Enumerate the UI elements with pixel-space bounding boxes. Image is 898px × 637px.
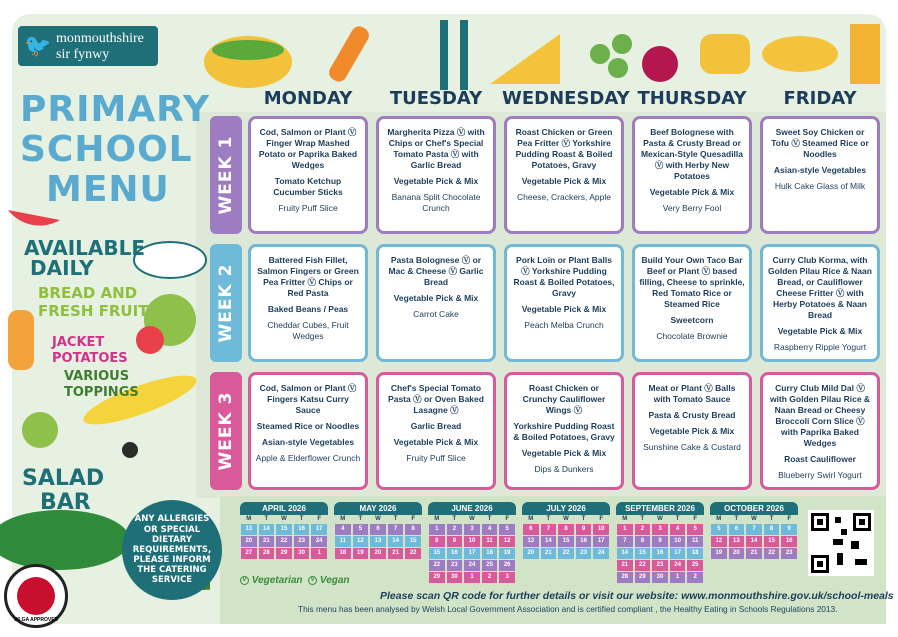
calendar-weekdays xyxy=(428,515,516,523)
calendar-month xyxy=(522,502,610,586)
menu-item-sides: Asian-style Vegetables xyxy=(773,165,867,176)
strawberry-illustration xyxy=(136,326,164,354)
calendar-month-title: JULY 2026 xyxy=(522,502,610,515)
calendar-day: 23 xyxy=(447,560,463,571)
calendar-day: 12 xyxy=(353,536,369,547)
calendar-month xyxy=(240,502,328,586)
weekday-label: T xyxy=(734,516,739,522)
calendar-week-row xyxy=(428,524,516,535)
beetroot-illustration xyxy=(642,46,678,82)
calendar-week-row xyxy=(710,524,798,535)
calendar-month-title: MAY 2026 xyxy=(334,502,422,515)
calendar-day: 9 xyxy=(447,536,463,547)
calendar-day: 21 xyxy=(259,536,275,547)
calendar-day: 15 xyxy=(635,548,651,559)
day-thursday: THURSDAY xyxy=(637,88,747,109)
calendar-week-row xyxy=(428,572,516,583)
calendar-day: 24 xyxy=(670,560,686,571)
calendar-day: 11 xyxy=(687,536,703,547)
weekday-label: M xyxy=(434,516,440,522)
salad-bowl-illustration xyxy=(0,510,130,570)
calendar-day: 23 xyxy=(652,560,668,571)
weekday-label: W xyxy=(469,516,475,522)
calendar-day: 23 xyxy=(781,548,797,559)
calendar-day: 13 xyxy=(523,536,539,547)
weekday-label: W xyxy=(281,516,287,522)
calendar-day: 5 xyxy=(353,524,369,535)
title-menu: MENU xyxy=(46,169,170,210)
menu-item-main: Curry Club Korma, with Golden Pilau Rice & Naan Bread, or Cauliflower Cheese Fritter Ⓥ with Herby Potatoes & Naan Bread xyxy=(768,255,872,321)
menu-item-main: Roast Chicken or Crunchy Cauliflower Wings Ⓥ xyxy=(522,383,606,416)
weekday-label: T xyxy=(487,516,492,522)
calendar-day: 13 xyxy=(370,536,386,547)
calendar-day: 22 xyxy=(635,560,651,571)
calendar-day: 6 xyxy=(370,524,386,535)
shield-bird-icon: 🐦 xyxy=(24,33,52,58)
weekday-label: W xyxy=(375,516,381,522)
calendar-day: 8 xyxy=(405,524,421,535)
menu-item-dessert: Cheese, Crackers, Apple xyxy=(516,192,612,203)
menu-item-main: Pork Loin or Plant Balls Ⓥ Yorkshire Pudding Roast & Boiled Potatoes, Gravy xyxy=(513,255,615,299)
calendar-weekdays xyxy=(240,515,328,523)
calendar-day: 25 xyxy=(687,560,703,571)
vegetarian-icon: V xyxy=(240,576,249,585)
calendar-day: 19 xyxy=(499,548,515,559)
menu-item-main: Build Your Own Taco Bar Beef or Plant Ⓥ based filling, Cheese to sprinkle, Red Tomato Rice or Steamed Rice xyxy=(639,255,745,310)
calendar-week-row xyxy=(428,536,516,547)
calendar-day: 24 xyxy=(311,536,327,547)
calendar-day: 22 xyxy=(276,536,292,547)
menu-item-dessert: Raspberry Ripple Yogurt xyxy=(773,342,867,353)
calendar-month-title: JUNE 2026 xyxy=(428,502,516,515)
calendar-day: 2 xyxy=(687,572,703,583)
calendar-day: 10 xyxy=(593,524,609,535)
weekday-label: T xyxy=(299,516,304,522)
calendar-day: 22 xyxy=(429,560,445,571)
calendar-day: 30 xyxy=(652,572,668,583)
menu-item-sides: Steamed Rice or Noodles xyxy=(256,421,360,432)
day-wednesday: WEDNESDAY xyxy=(502,88,630,109)
calendar-day: 1 xyxy=(429,524,445,535)
calendar-day: 21 xyxy=(541,548,557,559)
calendar-day: 8 xyxy=(558,524,574,535)
menu-item-dessert: Banana Split Chocolate Crunch xyxy=(391,192,481,214)
menu-item-main: Beef Bolognese with Pasta & Crusty Bread or Mexican-Style Quesadilla Ⓥ with Herby New Potatoes xyxy=(640,127,744,182)
calendar-day: 5 xyxy=(711,524,727,535)
menu-cell-week2-day2 xyxy=(376,244,496,362)
calendar-day: 26 xyxy=(499,560,515,571)
calendar-day: 16 xyxy=(447,548,463,559)
day-monday: MONDAY xyxy=(263,88,353,109)
calendar-day: 20 xyxy=(729,548,745,559)
menu-item-dessert: Chocolate Brownie xyxy=(656,331,728,342)
menu-item-sides: Tomato Ketchup Cucumber Sticks xyxy=(273,176,343,198)
wlga-badge: WLGA APPROVED xyxy=(4,564,68,628)
potatoes-label: POTATOES xyxy=(52,351,128,366)
calendar-day: 1 xyxy=(464,572,480,583)
menu-item-sides: Vegetable Pick & Mix xyxy=(521,176,607,187)
knife-illustration xyxy=(460,20,468,90)
fruit-label: FRESH FRUIT xyxy=(38,302,149,320)
calendar-month-title: OCTOBER 2026 xyxy=(710,502,798,515)
calendar-day: 29 xyxy=(429,572,445,583)
peas-illustration xyxy=(590,44,610,64)
menu-cell-week3-day4 xyxy=(632,372,752,490)
pepper-illustration xyxy=(8,310,34,370)
calendar-day: 18 xyxy=(482,548,498,559)
weekday-label: W xyxy=(657,516,663,522)
weekday-label: F xyxy=(317,516,321,522)
weekday-label: W xyxy=(751,516,757,522)
title-primary: PRIMARY xyxy=(20,89,211,130)
allergy-notice: ANY ALLERGIES OR SPECIAL DIETARY REQUIREMENTS, PLEASE INFORM THE CATERING SERVICE xyxy=(122,500,222,600)
calendar-week-row xyxy=(616,572,704,583)
calendar-day: 2 xyxy=(482,572,498,583)
menu-item-main: Curry Club Mild Dal Ⓥ with Golden Pilau Rice & Naan Bread or Cheesy Broccoli Corn Slice Ⓥ with Paprika Baked Wedges xyxy=(769,383,871,449)
weekday-label: T xyxy=(581,516,586,522)
fish-illustration xyxy=(762,36,838,72)
toppings-label: TOPPINGS xyxy=(64,385,139,400)
diet-legend: V Vegetarian V Vegan xyxy=(240,575,350,586)
calendar-month xyxy=(710,502,798,586)
calendar-weekdays xyxy=(522,515,610,523)
menu-item-main: Roast Chicken or Green Pea Fritter Ⓥ Yorkshire Pudding Roast & Boiled Potatoes, Gravy xyxy=(515,127,613,171)
calendar-day: 6 xyxy=(523,524,539,535)
calendar-day: 10 xyxy=(464,536,480,547)
calendar-week-row xyxy=(334,536,422,547)
calendar-day: 28 xyxy=(617,572,633,583)
pear-illustration xyxy=(22,412,58,448)
calendar-day: 9 xyxy=(576,524,592,535)
calendar-day: 20 xyxy=(523,548,539,559)
calendar-day: 15 xyxy=(429,548,445,559)
calendar-day: 8 xyxy=(764,524,780,535)
calendar-day: 17 xyxy=(464,548,480,559)
calendar-day: 23 xyxy=(294,536,310,547)
calendar-day: 1 xyxy=(311,548,327,559)
menu-item-main: Margherita Pizza Ⓥ with Chips or Chef's Special Tomato Pasta Ⓥ with Garlic Bread xyxy=(387,127,485,171)
calendar-day: 18 xyxy=(687,548,703,559)
menu-item-main: Pasta Bolognese Ⓥ or Mac & Cheese Ⓥ Garlic Bread xyxy=(388,255,484,288)
calendar-week-row xyxy=(428,560,516,571)
menu-item-dessert: Fruity Puff Slice xyxy=(406,453,466,464)
menu-cell-week2-day1 xyxy=(248,244,368,362)
calendar-day: 15 xyxy=(764,536,780,547)
carrot-illustration xyxy=(326,24,372,85)
menu-item-sides: Roast Cauliflower xyxy=(784,454,856,465)
qr-instruction: Please scan QR code for further details or visit our website: www.monmouthshire.gov.uk/school-meals xyxy=(380,590,894,602)
menu-item-dessert: Sunshine Cake & Custard xyxy=(643,442,741,453)
menu-cell-week1-day2 xyxy=(376,116,496,234)
menu-item-dessert: Dips & Dunkers xyxy=(534,464,594,475)
cheese-illustration xyxy=(490,34,560,84)
calendar-day: 17 xyxy=(593,536,609,547)
calendar-day: 14 xyxy=(541,536,557,547)
menu-cell-week1-day1 xyxy=(248,116,368,234)
calendar-month xyxy=(334,502,422,586)
calendar-day: 8 xyxy=(635,536,651,547)
compliance-note: This menu has been analysed by Welsh Local Government Association and is certified compliant , the Healthy Eating in Schools Regulations 2013. xyxy=(298,604,838,614)
weekday-label: M xyxy=(622,516,628,522)
weekday-label: M xyxy=(340,516,346,522)
menu-item-sides: Vegetable Pick & Mix xyxy=(649,187,735,198)
calendar-day: 15 xyxy=(558,536,574,547)
calendar-day: 7 xyxy=(541,524,557,535)
calendar-day: 22 xyxy=(405,548,421,559)
menu-item-dessert: Cheddar Cubes, Fruit Wedges xyxy=(267,320,349,342)
weekday-label: T xyxy=(452,516,457,522)
menu-item-sides: Garlic Bread xyxy=(410,421,462,432)
logo-line-1: monmouthshire xyxy=(56,31,144,46)
menu-cell-week3-day3 xyxy=(504,372,624,490)
various-label: VARIOUS xyxy=(64,369,130,384)
title-school: SCHOOL xyxy=(20,129,193,170)
calendar-day: 6 xyxy=(729,524,745,535)
calendar-day: 17 xyxy=(670,548,686,559)
week-2-label: WEEK 2 xyxy=(210,244,242,362)
daily-label: DAILY xyxy=(30,256,94,280)
council-logo xyxy=(18,26,158,66)
calendar-day: 21 xyxy=(746,548,762,559)
calendar-day: 12 xyxy=(711,536,727,547)
menu-item-dessert: Fruity Puff Slice xyxy=(278,203,338,214)
calendar-day: 28 xyxy=(259,548,275,559)
menu-item-extra: Vegetable Pick & Mix xyxy=(649,426,735,437)
menu-item-sides: Pasta & Crusty Bread xyxy=(648,410,736,421)
calendar-week-row xyxy=(710,536,798,547)
menu-cell-week2-day3 xyxy=(504,244,624,362)
calendar-day: 29 xyxy=(635,572,651,583)
menu-item-sides: Yorkshire Pudding Roast & Boiled Potatoes, Gravy xyxy=(513,421,615,443)
calendar-week-row xyxy=(616,524,704,535)
calendar-day: 7 xyxy=(617,536,633,547)
weekday-label: T xyxy=(640,516,645,522)
calendar-day: 30 xyxy=(294,548,310,559)
calendar-day: 22 xyxy=(764,548,780,559)
menu-item-dessert: Carrot Cake xyxy=(413,309,459,320)
calendar-day: 11 xyxy=(482,536,498,547)
calendar-day: 24 xyxy=(593,548,609,559)
calendar-day: 27 xyxy=(241,548,257,559)
calendar-month xyxy=(428,502,516,586)
calendar-day: 11 xyxy=(335,536,351,547)
menu-item-dessert: Very Berry Fool xyxy=(662,203,722,214)
weekday-label: F xyxy=(411,516,415,522)
weekday-label: T xyxy=(546,516,551,522)
weekday-label: F xyxy=(505,516,509,522)
weekday-label: T xyxy=(675,516,680,522)
calendar-week-row xyxy=(522,524,610,535)
calendar-week-row xyxy=(522,548,610,559)
calendar-day: 14 xyxy=(388,536,404,547)
menu-cell-week3-day2 xyxy=(376,372,496,490)
calendar-day: 7 xyxy=(388,524,404,535)
calendar-day: 4 xyxy=(482,524,498,535)
calendar-day: 3 xyxy=(499,572,515,583)
calendar-week-row xyxy=(710,548,798,559)
weekday-label: F xyxy=(599,516,603,522)
menu-cell-week2-day4 xyxy=(632,244,752,362)
calendar-day: 16 xyxy=(576,536,592,547)
salad-label: SALAD xyxy=(22,466,105,491)
bar-label: BAR xyxy=(40,490,91,515)
calendar-month-title: APRIL 2026 xyxy=(240,502,328,515)
calendar-day: 4 xyxy=(335,524,351,535)
qr-code-pattern xyxy=(811,513,871,573)
calendar-day: 14 xyxy=(259,524,275,535)
calendar-day: 23 xyxy=(576,548,592,559)
calendar-month xyxy=(616,502,704,586)
calendar-week-row xyxy=(334,548,422,559)
menu-item-dessert: Hulk Cake Glass of Milk xyxy=(774,181,866,192)
bread-label: BREAD AND xyxy=(38,284,138,302)
calendar-week-row xyxy=(616,560,704,571)
calendar-day: 3 xyxy=(464,524,480,535)
menu-item-sides: Vegetable Pick & Mix xyxy=(777,326,863,337)
calendar-weekdays xyxy=(710,515,798,523)
menu-item-extra: Vegetable Pick & Mix xyxy=(393,437,479,448)
calendar-day: 15 xyxy=(276,524,292,535)
menu-item-sides: Vegetable Pick & Mix xyxy=(393,176,479,187)
menu-item-main: Chef's Special Tomato Pasta Ⓥ or Oven Baked Lasagne Ⓥ xyxy=(388,383,484,416)
fork-illustration xyxy=(440,20,448,90)
menu-item-dessert: Peach Melba Crunch xyxy=(524,320,604,331)
menu-cell-week1-day3 xyxy=(504,116,624,234)
menu-item-sides: Sweetcorn xyxy=(670,315,714,326)
day-tuesday: TUESDAY xyxy=(389,88,483,109)
menu-cell-week3-day5 xyxy=(760,372,880,490)
calendar-day: 20 xyxy=(241,536,257,547)
jacket-label: JACKET xyxy=(52,335,105,350)
calendar-day: 25 xyxy=(482,560,498,571)
calendar-week-row xyxy=(616,536,704,547)
vegan-icon: V xyxy=(308,576,317,585)
calendar-day: 14 xyxy=(617,548,633,559)
qr-code[interactable] xyxy=(808,510,874,576)
calendar-week-row xyxy=(616,548,704,559)
calendar-day: 14 xyxy=(746,536,762,547)
calendar-week-row xyxy=(240,536,328,547)
pasta-illustration xyxy=(700,34,750,74)
menu-item-main: Sweet Soy Chicken or Tofu Ⓥ Steamed Rice or Noodles xyxy=(771,127,869,160)
calendar-day: 7 xyxy=(746,524,762,535)
menu-item-extra: Vegetable Pick & Mix xyxy=(521,448,607,459)
calendar-day: 21 xyxy=(617,560,633,571)
menu-item-sides: Vegetable Pick & Mix xyxy=(393,293,479,304)
menu-cell-week1-day4 xyxy=(632,116,752,234)
calendar-week-row xyxy=(240,524,328,535)
week-3-label: WEEK 3 xyxy=(210,372,242,490)
food-illustrations xyxy=(160,14,886,94)
calendar-day: 22 xyxy=(558,548,574,559)
watermelon-illustration xyxy=(8,210,60,226)
weekday-label: T xyxy=(769,516,774,522)
weekday-label: M xyxy=(528,516,534,522)
weekday-label: W xyxy=(563,516,569,522)
calendar-weekdays xyxy=(334,515,422,523)
menu-cell-week2-day5 xyxy=(760,244,880,362)
weekday-label: M xyxy=(246,516,252,522)
calendar-day: 8 xyxy=(429,536,445,547)
weekday-label: T xyxy=(358,516,363,522)
calendar-week-row xyxy=(522,536,610,547)
calendar-day: 24 xyxy=(464,560,480,571)
calendar-day: 18 xyxy=(335,548,351,559)
calendar-day: 9 xyxy=(781,524,797,535)
menu-item-main: Meat or Plant Ⓥ Balls with Tomato Sauce xyxy=(648,383,736,405)
calendar-day: 12 xyxy=(499,536,515,547)
dragon-icon xyxy=(17,577,55,615)
calendar-day: 2 xyxy=(447,524,463,535)
calendar-day: 17 xyxy=(311,524,327,535)
calendar-day: 1 xyxy=(670,572,686,583)
calendar-day: 16 xyxy=(781,536,797,547)
day-friday: FRIDAY xyxy=(783,88,857,109)
logo-line-2: sir fynwy xyxy=(56,47,110,62)
weekday-label: F xyxy=(787,516,791,522)
weekday-label: T xyxy=(393,516,398,522)
calendar-day: 4 xyxy=(670,524,686,535)
menu-cell-week1-day5 xyxy=(760,116,880,234)
calendar-day: 13 xyxy=(241,524,257,535)
calendar-day: 3 xyxy=(652,524,668,535)
calendar-day: 1 xyxy=(617,524,633,535)
calendar-day: 15 xyxy=(405,536,421,547)
calendar-day: 13 xyxy=(729,536,745,547)
calendar-day: 16 xyxy=(294,524,310,535)
week-1-label: WEEK 1 xyxy=(210,116,242,234)
calendar-day: 16 xyxy=(652,548,668,559)
menu-item-dessert: Apple & Elderflower Crunch xyxy=(255,453,361,464)
calendar-week-row xyxy=(428,548,516,559)
calendar-day: 5 xyxy=(499,524,515,535)
fries-illustration xyxy=(850,24,880,84)
menu-item-main: Cod, Salmon or Plant Ⓥ Fingers Katsu Curry Sauce xyxy=(259,383,357,416)
menu-item-sides: Vegetable Pick & Mix xyxy=(521,304,607,315)
menu-item-dessert: Blueberry Swirl Yogurt xyxy=(778,470,862,481)
menu-item-extra: Asian-style Vegetables xyxy=(261,437,355,448)
available-label: AVAILABLE xyxy=(24,236,146,260)
calendar-weekdays xyxy=(616,515,704,523)
menu-cell-week3-day1 xyxy=(248,372,368,490)
weekday-label: M xyxy=(716,516,722,522)
olives-illustration xyxy=(122,442,138,458)
calendar-day: 29 xyxy=(276,548,292,559)
menu-item-main: Cod, Salmon or Plant Ⓥ Finger Wrap Mashed Potato or Paprika Baked Wedges xyxy=(258,127,358,171)
calendar-week-row xyxy=(240,548,328,559)
calendar-day: 19 xyxy=(711,548,727,559)
calendar-day: 2 xyxy=(635,524,651,535)
menu-item-main: Battered Fish Fillet, Salmon Fingers or Green Pea Fritter Ⓥ Chips or Red Pasta xyxy=(257,255,359,299)
calendar-week-row xyxy=(334,524,422,535)
calendar-day: 30 xyxy=(447,572,463,583)
calendar-day: 19 xyxy=(353,548,369,559)
calendar-month-title: SEPTEMBER 2026 xyxy=(616,502,704,515)
calendar-day: 20 xyxy=(370,548,386,559)
calendar-day: 10 xyxy=(670,536,686,547)
menu-item-sides: Baked Beans / Peas xyxy=(267,304,349,315)
weekday-label: F xyxy=(693,516,697,522)
weekday-label: T xyxy=(264,516,269,522)
calendar-day: 21 xyxy=(388,548,404,559)
calendar-day: 9 xyxy=(652,536,668,547)
calendar-day: 5 xyxy=(687,524,703,535)
